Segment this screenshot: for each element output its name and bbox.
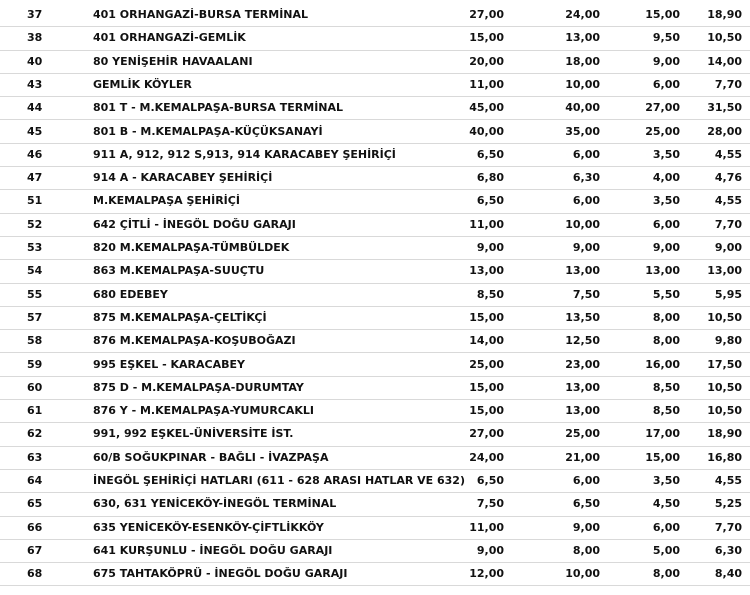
fare-other: 4,55 [714, 194, 742, 208]
fare-student: 9,00 [652, 54, 680, 68]
fare-full: 11,00 [469, 77, 504, 91]
fare-discount: 25,00 [565, 427, 600, 441]
table-row [0, 354, 750, 377]
fare-other: 18,90 [707, 427, 742, 441]
fare-discount: 12,50 [565, 334, 600, 348]
fare-discount: 6,00 [572, 194, 600, 208]
table-row [0, 400, 750, 423]
table-row [0, 540, 750, 563]
table-row [0, 167, 750, 190]
table-row [0, 517, 750, 540]
row-number: 63 [27, 450, 43, 464]
fare-student: 3,50 [652, 147, 680, 161]
row-number: 55 [27, 287, 43, 301]
fare-other: 17,50 [707, 357, 742, 371]
row-number: 66 [27, 520, 43, 534]
fare-full: 11,00 [469, 520, 504, 534]
fare-full: 15,00 [469, 31, 504, 45]
route-name: 911 A, 912, 912 S,913, 914 KARACABEY ŞEHİRİÇİ [93, 147, 396, 161]
table-row [0, 190, 750, 213]
table-row [0, 214, 750, 237]
fare-student: 27,00 [645, 101, 680, 115]
fare-student: 8,00 [652, 567, 680, 581]
fare-full: 7,50 [476, 497, 504, 511]
row-number: 45 [27, 124, 43, 138]
fare-student: 25,00 [645, 124, 680, 138]
fare-student: 8,50 [652, 404, 680, 418]
route-name: İNEGÖL ŞEHİRİÇİ HATLARI (611 - 628 ARASI HATLAR VE 632) [93, 474, 465, 487]
fare-other: 4,55 [714, 147, 742, 161]
fare-student: 15,00 [645, 450, 680, 464]
table-row [0, 121, 750, 144]
row-number: 65 [27, 497, 43, 511]
fare-student: 5,50 [652, 287, 680, 301]
fare-discount: 13,00 [565, 380, 600, 394]
table-row [0, 447, 750, 470]
row-number: 54 [27, 264, 43, 278]
fare-other: 10,50 [707, 310, 742, 324]
table-row [0, 330, 750, 353]
fare-full: 24,00 [469, 450, 504, 464]
fare-discount: 10,00 [565, 567, 600, 581]
table-row [0, 74, 750, 97]
fare-student: 6,00 [652, 520, 680, 534]
fare-student: 13,00 [645, 264, 680, 278]
fare-student: 6,00 [652, 217, 680, 231]
fare-other: 18,90 [707, 8, 742, 21]
fare-other: 10,50 [707, 404, 742, 418]
table-row [0, 307, 750, 330]
fare-student: 15,00 [645, 8, 680, 21]
fare-full: 11,00 [469, 217, 504, 231]
row-number: 51 [27, 194, 43, 208]
fare-discount: 6,00 [572, 147, 600, 161]
fare-other: 8,40 [714, 567, 742, 581]
fare-full: 40,00 [469, 124, 504, 138]
fare-full: 13,00 [469, 264, 504, 278]
table-row [0, 97, 750, 120]
fare-student: 17,00 [645, 427, 680, 441]
fare-other: 5,25 [714, 497, 742, 511]
fare-other: 16,80 [707, 450, 742, 464]
fare-student: 4,00 [652, 171, 680, 185]
row-number: 47 [27, 171, 43, 185]
route-name: 863 M.KEMALPAŞA-SUUÇTU [93, 264, 265, 278]
fare-student: 3,50 [652, 474, 680, 487]
fare-discount: 24,00 [565, 8, 600, 21]
fare-discount: 13,00 [565, 31, 600, 45]
fare-other: 31,50 [707, 101, 742, 115]
route-name: 875 M.KEMALPAŞA-ÇELTİKÇİ [93, 310, 267, 324]
table-row [0, 237, 750, 260]
fare-discount: 7,50 [572, 287, 600, 301]
row-number: 44 [27, 101, 43, 115]
table-row [0, 144, 750, 167]
route-name: 60/B SOĞUKPINAR - BAĞLI - İVAZPAŞA [93, 450, 329, 464]
fare-full: 15,00 [469, 380, 504, 394]
fare-full: 6,50 [476, 147, 504, 161]
fare-discount: 10,00 [565, 217, 600, 231]
fare-discount: 9,00 [572, 241, 600, 254]
row-number: 37 [27, 8, 43, 21]
route-name: 820 M.KEMALPAŞA-TÜMBÜLDEK [93, 241, 290, 254]
row-number: 46 [27, 147, 43, 161]
fare-full: 6,80 [476, 171, 504, 185]
fare-discount: 23,00 [565, 357, 600, 371]
fare-other: 7,70 [714, 217, 742, 231]
fare-full: 27,00 [469, 427, 504, 441]
fare-discount: 18,00 [565, 54, 600, 68]
fare-other: 4,55 [714, 474, 742, 487]
route-name: 401 ORHANGAZİ-BURSA TERMİNAL [93, 8, 309, 21]
fare-student: 8,00 [652, 334, 680, 348]
fare-discount: 40,00 [565, 101, 600, 115]
fare-full: 14,00 [469, 334, 504, 348]
fare-other: 7,70 [714, 77, 742, 91]
fare-discount: 35,00 [565, 124, 600, 138]
fare-student: 8,00 [652, 310, 680, 324]
fare-full: 9,00 [476, 543, 504, 557]
fare-student: 9,00 [652, 241, 680, 254]
route-name: 401 ORHANGAZİ-GEMLİK [93, 31, 246, 45]
row-number: 64 [27, 474, 43, 487]
fare-other: 5,95 [714, 287, 742, 301]
row-number: 59 [27, 357, 43, 371]
fare-discount: 21,00 [565, 450, 600, 464]
route-name: 801 B - M.KEMALPAŞA-KÜÇÜKSANAYİ [93, 124, 323, 138]
table-row [0, 27, 750, 50]
row-number: 53 [27, 241, 43, 254]
route-name: GEMLİK KÖYLER [93, 77, 192, 91]
fare-discount: 9,00 [572, 520, 600, 534]
route-name: M.KEMALPAŞA ŞEHİRİÇİ [93, 194, 240, 208]
route-name: 80 YENİŞEHİR HAVAALANI [93, 54, 253, 68]
fare-student: 9,50 [652, 31, 680, 45]
route-name: 991, 992 EŞKEL-ÜNİVERSİTE İST. [93, 427, 294, 441]
route-name: 995 EŞKEL - KARACABEY [93, 357, 245, 371]
fare-full: 8,50 [476, 287, 504, 301]
fare-full: 9,00 [476, 241, 504, 254]
table-row [0, 423, 750, 446]
route-name: 680 EDEBEY [93, 287, 168, 301]
fare-other: 10,50 [707, 31, 742, 45]
route-name: 630, 631 YENİCEKÖY-İNEGÖL TERMİNAL [93, 497, 337, 511]
route-name: 876 Y - M.KEMALPAŞA-YUMURCAKLI [93, 404, 315, 418]
row-number: 60 [27, 380, 43, 394]
fare-student: 8,50 [652, 380, 680, 394]
fare-discount: 8,00 [572, 543, 600, 557]
fare-full: 6,50 [476, 194, 504, 208]
fare-student: 4,50 [652, 497, 680, 511]
fare-student: 16,00 [645, 357, 680, 371]
fare-student: 5,00 [652, 543, 680, 557]
fare-full: 25,00 [469, 357, 504, 371]
row-number: 43 [27, 77, 43, 91]
fare-other: 28,00 [707, 124, 742, 138]
row-number: 62 [27, 427, 43, 441]
fare-discount: 13,00 [565, 404, 600, 418]
row-number: 68 [27, 567, 43, 581]
fare-full: 15,00 [469, 404, 504, 418]
table-row [0, 284, 750, 307]
fare-other: 9,80 [714, 334, 742, 348]
table-row [0, 377, 750, 400]
fare-discount: 10,00 [565, 77, 600, 91]
route-name: 876 M.KEMALPAŞA-KOŞUBOĞAZI [93, 334, 296, 348]
fare-other: 7,70 [714, 520, 742, 534]
fare-other: 6,30 [714, 543, 742, 557]
fare-discount: 6,30 [572, 171, 600, 185]
route-name: 801 T - M.KEMALPAŞA-BURSA TERMİNAL [93, 101, 344, 115]
route-name: 675 TAHTAKÖPRÜ - İNEGÖL DOĞU GARAJI [93, 567, 348, 581]
fare-other: 10,50 [707, 380, 742, 394]
fare-discount: 6,00 [572, 474, 600, 487]
fare-full: 6,50 [476, 474, 504, 487]
fare-full: 15,00 [469, 310, 504, 324]
row-number: 57 [27, 310, 43, 324]
table-row [0, 563, 750, 586]
row-number: 61 [27, 404, 43, 418]
table-row [0, 51, 750, 74]
table-row [0, 470, 750, 493]
route-name: 914 A - KARACABEY ŞEHİRİÇİ [93, 171, 273, 185]
fare-student: 6,00 [652, 77, 680, 91]
fare-discount: 6,50 [572, 497, 600, 511]
table-row [0, 4, 750, 27]
fare-full: 45,00 [469, 101, 504, 115]
fare-other: 13,00 [707, 264, 742, 278]
fare-full: 20,00 [469, 54, 504, 68]
row-number: 58 [27, 334, 43, 348]
fare-other: 9,00 [714, 241, 742, 254]
fare-other: 4,76 [714, 171, 742, 185]
row-number: 67 [27, 543, 43, 557]
route-name: 875 D - M.KEMALPAŞA-DURUMTAY [93, 380, 304, 394]
fare-full: 27,00 [469, 8, 504, 21]
fare-full: 12,00 [469, 567, 504, 581]
table-row [0, 260, 750, 283]
route-name: 642 ÇİTLİ - İNEGÖL DOĞU GARAJI [93, 217, 296, 231]
fare-student: 3,50 [652, 194, 680, 208]
route-name: 635 YENİCEKÖY-ESENKÖY-ÇİFTLİKKÖY [93, 520, 324, 534]
table-row [0, 493, 750, 516]
row-number: 52 [27, 217, 43, 231]
fare-other: 14,00 [707, 54, 742, 68]
fare-discount: 13,50 [565, 310, 600, 324]
route-name: 641 KURŞUNLU - İNEGÖL DOĞU GARAJI [93, 543, 333, 557]
fare-discount: 13,00 [565, 264, 600, 278]
row-number: 38 [27, 31, 43, 45]
row-number: 40 [27, 54, 43, 68]
